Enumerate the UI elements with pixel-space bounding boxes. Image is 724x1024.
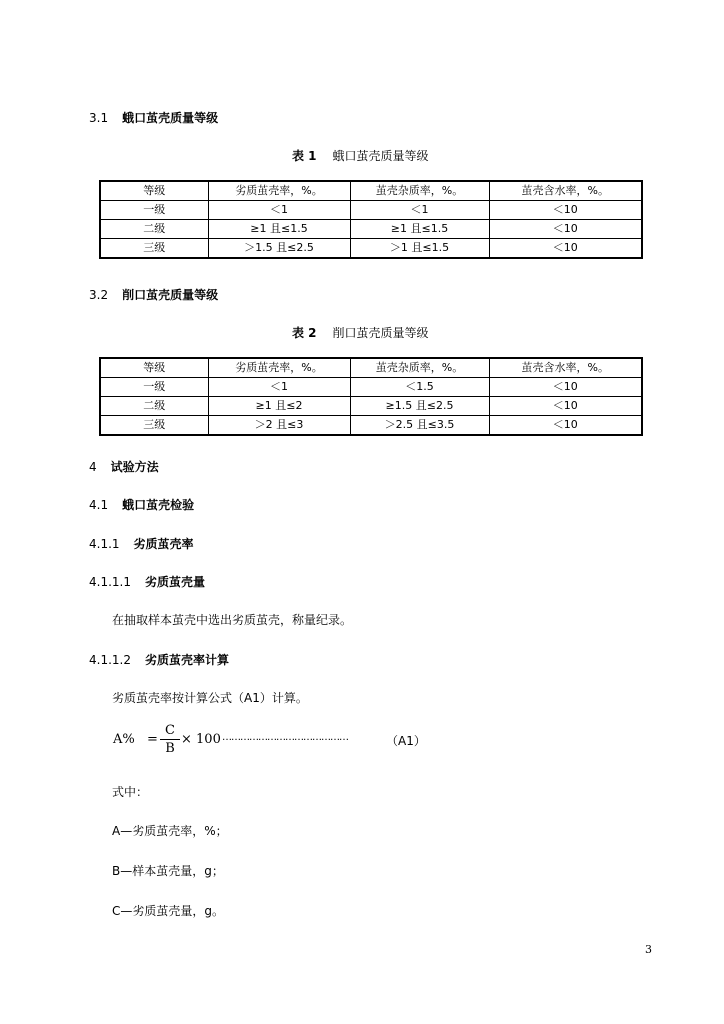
section-number: 4.1.1.1 [89,575,131,589]
section-heading-3-2 [89,286,218,303]
definition-b: B—样本茧壳量，g； [112,864,224,878]
table-cell: ＜10 [489,416,642,436]
section-number: 4.1 [89,498,109,512]
table-cell: ≥1 且≤2 [208,397,350,416]
section-number: 3.2 [89,288,109,302]
definition-a: A—劣质茧壳率，%； [112,824,228,838]
section-number: 4 [89,460,97,474]
page-number: 3 [645,943,652,956]
table-cell: ＜10 [489,239,642,259]
table-row [100,220,642,239]
header-cell: 劣质茧壳率，%。 [208,181,350,201]
header-cell: 等级 [100,358,208,378]
section-title: 试验方法 [110,460,159,474]
table-cell: ＞1 且≤1.5 [350,239,489,259]
table-1-caption [292,147,429,164]
table-cell: ＜1 [208,201,350,220]
header-cell: 茧壳含水率，%。 [489,181,642,201]
formula-ref: （A1） [386,734,426,748]
header-cell: 茧壳杂质率，%。 [350,181,489,201]
formula-lhs: A% [113,732,135,747]
table-1 [99,180,643,259]
header-cell: 茧壳含水率，%。 [489,358,642,378]
section-heading-4 [89,458,159,475]
table-cell: ＜10 [489,220,642,239]
section-heading-4-1-1-2 [89,651,229,668]
definition-c: C—劣质茧壳量，g。 [112,904,224,918]
table-cell: ＜1.5 [350,378,489,397]
section-heading-4-1 [89,496,194,513]
section-heading-4-1-1 [89,535,194,552]
table-cell: ＞1.5 且≤2.5 [208,239,350,259]
where-label: 式中： [112,785,149,799]
table-cell: 一级 [100,201,208,220]
header-cell: 劣质茧壳率，%。 [208,358,350,378]
table-cell: ≥1 且≤1.5 [208,220,350,239]
formula-dots: …………………………………… [222,732,348,743]
table-caption-label: 表 1 [292,149,317,163]
header-cell: 茧壳杂质率，%。 [350,358,489,378]
paragraph: 在抽取样本茧壳中选出劣质茧壳，称量纪录。 [112,613,353,627]
section-heading-4-1-1-1 [89,573,205,590]
table-cell: 二级 [100,397,208,416]
table-2-caption [292,324,429,341]
section-title: 劣质茧壳率计算 [144,653,229,667]
section-number: 4.1.1.2 [89,653,131,667]
header-cell: 等级 [100,181,208,201]
section-title: 蛾口茧壳检验 [122,498,195,512]
table-cell: 三级 [100,239,208,259]
table-cell: ≥1 且≤1.5 [350,220,489,239]
table-header-row [100,181,642,201]
table-row [100,239,642,259]
section-number: 4.1.1 [89,537,120,551]
formula-times: × 100 [181,732,221,747]
section-number: 3.1 [89,111,109,125]
table-cell: ＜10 [489,201,642,220]
formula-denominator: B [165,741,175,756]
section-title: 劣质茧壳量 [144,575,205,589]
table-cell: ＞2.5 且≤3.5 [350,416,489,436]
section-title: 削口茧壳质量等级 [122,288,219,302]
section-title: 蛾口茧壳质量等级 [122,111,219,125]
table-cell: ＜10 [489,397,642,416]
table-2 [99,357,643,436]
fraction-bar [160,739,180,740]
formula-fraction [160,723,180,756]
table-cell: ≥1.5 且≤2.5 [350,397,489,416]
table-row [100,397,642,416]
section-title: 劣质茧壳率 [133,537,194,551]
table-header-row [100,358,642,378]
table-cell: ＜10 [489,378,642,397]
table-caption-title: 蛾口茧壳质量等级 [332,149,429,163]
table-caption-label: 表 2 [292,326,317,340]
table-row [100,201,642,220]
table-cell: 一级 [100,378,208,397]
paragraph: 劣质茧壳率按计算公式（A1）计算。 [112,691,308,705]
table-cell: 二级 [100,220,208,239]
table-cell: ＜1 [208,378,350,397]
table-cell: ＞2 且≤3 [208,416,350,436]
table-cell: ＜1 [350,201,489,220]
table-row [100,416,642,436]
formula-equals: = [147,732,158,747]
formula-numerator: C [165,723,175,738]
table-caption-title: 削口茧壳质量等级 [332,326,429,340]
table-cell: 三级 [100,416,208,436]
table-row [100,378,642,397]
section-heading-3-1 [89,109,218,126]
